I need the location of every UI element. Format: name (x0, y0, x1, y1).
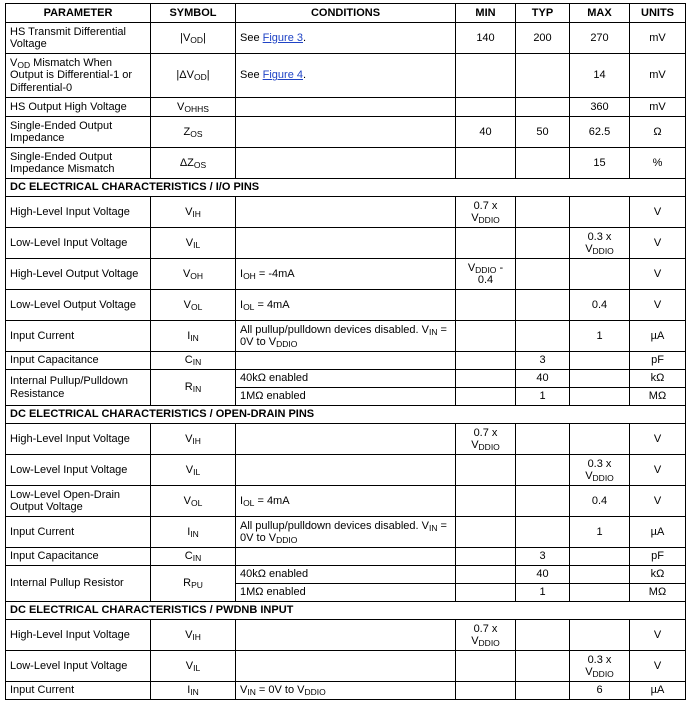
max-text: 0.3 x (587, 457, 612, 470)
max-cell (570, 228, 630, 259)
table-row (6, 321, 686, 352)
section-row (6, 406, 686, 424)
symbol-text: V (183, 298, 191, 311)
max-cell (570, 259, 630, 290)
cond-text: = -4mA (255, 267, 295, 280)
units-cell: V (630, 455, 686, 486)
units-cell: V (630, 486, 686, 517)
typ-cell (516, 517, 570, 548)
cond-text: I (240, 298, 244, 311)
symbol-text: | (203, 31, 206, 44)
table-row (6, 486, 686, 517)
symbol-cell (151, 517, 236, 548)
min-cell (456, 486, 516, 517)
symbol-text: ΔZ (179, 156, 194, 169)
max-cell: 1 (570, 321, 630, 352)
symbol-text: R (184, 381, 193, 394)
cond-text: = 0V to V (255, 684, 305, 697)
param-cell: Input Capacitance (6, 548, 151, 566)
min-cell (456, 148, 516, 179)
typ-cell (516, 424, 570, 455)
min-sub: DDIO (478, 442, 500, 452)
min-sub: DDIO (478, 638, 500, 648)
table-row (6, 54, 686, 98)
typ-cell: 40 (516, 370, 570, 388)
typ-cell (516, 259, 570, 290)
symbol-sub: OD (193, 72, 207, 83)
conditions-cell (236, 228, 456, 259)
param-cell: Input Current (6, 321, 151, 352)
max-cell (570, 455, 630, 486)
cond-text: = 4mA (254, 298, 290, 311)
min-text: 0.7 x (473, 622, 498, 635)
symbol-sub: OL (191, 301, 203, 312)
min-sub: DDIO (475, 264, 497, 275)
symbol-text: C (184, 354, 193, 367)
typ-cell (516, 197, 570, 228)
units-cell: kΩ (630, 370, 686, 388)
typ-cell: 50 (516, 117, 570, 148)
max-cell: 14 (570, 54, 630, 98)
min-text: 0.7 x (473, 426, 498, 439)
symbol-cell (151, 548, 236, 566)
symbol-sub: IL (193, 466, 201, 477)
symbol-cell (151, 259, 236, 290)
param-cell: High-Level Input Voltage (6, 197, 151, 228)
symbol-sub: IL (193, 662, 201, 673)
symbol-sub: IN (192, 553, 202, 564)
min-text: V (471, 439, 479, 451)
symbol-sub: OL (191, 497, 203, 508)
symbol-sub: IN (190, 687, 199, 698)
param-cell: Internal Pullup Resistor (6, 566, 151, 602)
max-text: 0.3 x (587, 230, 612, 243)
symbol-cell (151, 424, 236, 455)
conditions-cell (236, 98, 456, 117)
symbol-text: V (185, 432, 193, 445)
table-row (6, 548, 686, 566)
units-cell: V (630, 228, 686, 259)
conditions-cell (236, 259, 456, 290)
conditions-cell (236, 517, 456, 548)
param-cell: HS Output High Voltage (6, 98, 151, 117)
max-cell: 0.4 (570, 290, 630, 321)
conditions-cell: 1MΩ enabled (236, 388, 456, 406)
typ-cell: 1 (516, 388, 570, 406)
units-cell: pF (630, 352, 686, 370)
cond-sub: OL (243, 301, 255, 312)
symbol-text: I (187, 525, 191, 538)
max-sub: DDIO (592, 246, 614, 256)
param-cell: Input Current (6, 517, 151, 548)
conditions-cell (236, 455, 456, 486)
symbol-cell (151, 682, 236, 700)
max-text: 0.3 x (587, 653, 612, 666)
symbol-sub: IL (193, 239, 201, 250)
min-cell: 140 (456, 23, 516, 54)
table-row (6, 228, 686, 259)
min-cell (456, 98, 516, 117)
table-row (6, 117, 686, 148)
min-cell (456, 321, 516, 352)
units-cell: V (630, 651, 686, 682)
symbol-cell (151, 117, 236, 148)
cond-text: I (240, 494, 244, 507)
symbol-cell (151, 197, 236, 228)
cond-text: All pullup/pulldown devices disabled. V (240, 323, 429, 336)
symbol-cell (151, 321, 236, 352)
min-cell (456, 290, 516, 321)
typ-cell: 3 (516, 548, 570, 566)
units-cell: mV (630, 54, 686, 98)
cond-text: I (240, 267, 244, 280)
table-row (6, 290, 686, 321)
min-cell (456, 517, 516, 548)
min-cell (456, 370, 516, 388)
units-cell: % (630, 148, 686, 179)
cond-sub: IN (428, 326, 438, 337)
cond-sub: DDIO (276, 339, 298, 349)
min-text: 0.7 x (473, 199, 498, 212)
max-cell: 360 (570, 98, 630, 117)
table-row (6, 566, 686, 584)
min-cell (456, 54, 516, 98)
param-cell: Input Capacitance (6, 352, 151, 370)
symbol-text: I (187, 684, 191, 697)
max-cell: 62.5 (570, 117, 630, 148)
electrical-characteristics-table (5, 3, 686, 700)
symbol-cell (151, 290, 236, 321)
conditions-cell (236, 197, 456, 228)
max-cell (570, 620, 630, 651)
param-text: V (10, 56, 18, 69)
symbol-cell (151, 352, 236, 370)
min-text: V (471, 212, 479, 224)
table-row (6, 517, 686, 548)
symbol-cell (151, 54, 236, 98)
units-cell: MΩ (630, 584, 686, 602)
min-cell (456, 584, 516, 602)
param-cell: High-Level Input Voltage (6, 620, 151, 651)
cond-sub: IN (428, 522, 438, 533)
param-cell: Input Current (6, 682, 151, 700)
max-text: V (585, 666, 593, 678)
table-row (6, 455, 686, 486)
typ-cell (516, 148, 570, 179)
typ-cell (516, 455, 570, 486)
symbol-sub: OH (190, 270, 204, 281)
min-cell (456, 651, 516, 682)
conditions-cell (236, 117, 456, 148)
min-cell (456, 352, 516, 370)
units-cell: V (630, 259, 686, 290)
header-min: MIN (456, 4, 516, 23)
max-text: V (585, 470, 593, 482)
units-cell: V (630, 620, 686, 651)
min-sub: DDIO (478, 215, 500, 225)
symbol-text: C (184, 550, 193, 563)
param-sub: OD (17, 59, 31, 70)
param-cell: HS Transmit Differential Voltage (6, 23, 151, 54)
typ-cell (516, 228, 570, 259)
units-cell: µA (630, 321, 686, 352)
conditions-cell: 40kΩ enabled (236, 566, 456, 584)
table-row (6, 682, 686, 700)
max-cell (570, 584, 630, 602)
max-cell (570, 651, 630, 682)
table-row (6, 370, 686, 388)
units-cell: pF (630, 548, 686, 566)
param-text: Mismatch When Output is Differential-1 or Differential-0 (10, 56, 133, 94)
units-cell: kΩ (630, 566, 686, 584)
symbol-cell (151, 370, 236, 406)
section-title-pwdnb: DC ELECTRICAL CHARACTERISTICS / PWDNB INPUT (6, 602, 686, 620)
table-row (6, 259, 686, 290)
symbol-text: |ΔV (176, 69, 194, 82)
symbol-text: | (206, 69, 210, 82)
symbol-text: V (183, 494, 191, 507)
max-cell (570, 352, 630, 370)
min-text: V (467, 261, 476, 274)
table-row (6, 651, 686, 682)
typ-cell: 200 (516, 23, 570, 54)
min-cell (456, 620, 516, 651)
min-cell (456, 197, 516, 228)
section-row (6, 602, 686, 620)
symbol-sub: OHHS (184, 103, 209, 114)
min-cell (456, 424, 516, 455)
typ-cell (516, 290, 570, 321)
typ-cell (516, 321, 570, 352)
section-title-open-drain: DC ELECTRICAL CHARACTERISTICS / OPEN-DRAIN PINS (6, 406, 686, 424)
param-cell: Single-Ended Output Impedance Mismatch (6, 148, 151, 179)
conditions-cell (236, 23, 456, 54)
units-cell: V (630, 197, 686, 228)
header-conditions: CONDITIONS (236, 4, 456, 23)
symbol-sub: IH (192, 631, 201, 642)
min-cell (456, 566, 516, 584)
units-cell: MΩ (630, 388, 686, 406)
cond-sub: DDIO (276, 535, 298, 545)
typ-cell (516, 98, 570, 117)
cond-text: . (303, 31, 307, 44)
section-row (6, 179, 686, 197)
symbol-text: V (177, 100, 185, 113)
conditions-cell (236, 321, 456, 352)
typ-cell (516, 651, 570, 682)
typ-cell: 1 (516, 584, 570, 602)
units-cell: Ω (630, 117, 686, 148)
conditions-cell (236, 548, 456, 566)
max-cell: 1 (570, 517, 630, 548)
symbol-sub: IN (190, 528, 199, 539)
max-text: V (585, 243, 593, 255)
header-parameter: PARAMETER (6, 4, 151, 23)
symbol-text: |V (180, 31, 191, 44)
symbol-text: V (185, 205, 193, 218)
conditions-cell (236, 620, 456, 651)
min-text: - (496, 261, 504, 274)
units-cell: µA (630, 682, 686, 700)
table-row (6, 148, 686, 179)
section-title-io-pins: DC ELECTRICAL CHARACTERISTICS / I/O PINS (6, 179, 686, 197)
max-cell (570, 388, 630, 406)
param-cell: High-Level Input Voltage (6, 424, 151, 455)
units-cell: µA (630, 517, 686, 548)
param-cell: Low-Level Input Voltage (6, 651, 151, 682)
header-symbol: SYMBOL (151, 4, 236, 23)
conditions-cell (236, 424, 456, 455)
typ-cell (516, 620, 570, 651)
units-cell: mV (630, 23, 686, 54)
param-cell: Single-Ended Output Impedance (6, 117, 151, 148)
max-sub: DDIO (592, 473, 614, 483)
cond-text: See (240, 69, 263, 82)
max-sub: DDIO (592, 669, 614, 679)
min-cell (456, 455, 516, 486)
min-cell (456, 548, 516, 566)
cond-sub: OL (243, 497, 255, 508)
symbol-text: V (185, 236, 194, 249)
table-row (6, 352, 686, 370)
header-max: MAX (570, 4, 630, 23)
table-header-row (6, 4, 686, 23)
cond-sub: OH (243, 270, 256, 281)
conditions-cell: 40kΩ enabled (236, 370, 456, 388)
symbol-cell (151, 566, 236, 602)
table-row (6, 197, 686, 228)
min-cell (456, 682, 516, 700)
symbol-cell (151, 228, 236, 259)
cond-text: = 0V to V (240, 519, 447, 544)
conditions-cell (236, 651, 456, 682)
typ-cell (516, 682, 570, 700)
param-cell: Low-Level Input Voltage (6, 455, 151, 486)
param-cell: Internal Pullup/Pulldown Resistance (6, 370, 151, 406)
cond-text: = 0V to V (240, 323, 447, 348)
max-cell: 15 (570, 148, 630, 179)
conditions-cell (236, 682, 456, 700)
min-text: V (471, 635, 479, 647)
max-cell (570, 197, 630, 228)
symbol-text: R (183, 577, 192, 590)
cond-text: All pullup/pulldown devices disabled. V (240, 519, 429, 532)
symbol-sub: IH (192, 435, 201, 446)
min-cell: 40 (456, 117, 516, 148)
max-cell: 6 (570, 682, 630, 700)
symbol-sub: IH (192, 208, 201, 219)
typ-cell: 40 (516, 566, 570, 584)
conditions-cell (236, 290, 456, 321)
symbol-cell (151, 651, 236, 682)
typ-cell (516, 486, 570, 517)
cond-sub: DDIO (304, 687, 326, 698)
conditions-cell (236, 148, 456, 179)
symbol-text: Z (183, 125, 191, 138)
table-row (6, 23, 686, 54)
cond-text: = 4mA (254, 494, 290, 507)
min-cell (456, 388, 516, 406)
max-cell (570, 566, 630, 584)
symbol-sub: IN (192, 357, 202, 368)
param-cell: Low-Level Output Voltage (6, 290, 151, 321)
param-cell: Low-Level Input Voltage (6, 228, 151, 259)
symbol-cell (151, 455, 236, 486)
units-cell: mV (630, 98, 686, 117)
table-row (6, 98, 686, 117)
cond-text: See (240, 31, 263, 44)
symbol-cell (151, 148, 236, 179)
symbol-sub: IN (192, 384, 202, 395)
symbol-sub: PU (191, 580, 203, 591)
max-cell (570, 370, 630, 388)
max-cell: 270 (570, 23, 630, 54)
symbol-text: V (182, 267, 191, 280)
symbol-cell (151, 620, 236, 651)
symbol-text: V (185, 463, 194, 476)
symbol-sub: OD (190, 34, 204, 45)
max-cell (570, 424, 630, 455)
max-cell (570, 548, 630, 566)
cond-text: . (303, 69, 307, 82)
max-cell: 0.4 (570, 486, 630, 517)
conditions-cell (236, 54, 456, 98)
units-cell: V (630, 424, 686, 455)
table-row (6, 424, 686, 455)
conditions-cell (236, 486, 456, 517)
symbol-text: I (187, 329, 191, 342)
param-cell: Low-Level Open-Drain Output Voltage (6, 486, 151, 517)
symbol-cell (151, 486, 236, 517)
figure-4-link[interactable]: Figure 4 (262, 69, 303, 82)
units-cell: V (630, 290, 686, 321)
symbol-text: V (185, 659, 194, 672)
symbol-text: V (185, 628, 193, 641)
conditions-cell: 1MΩ enabled (236, 584, 456, 602)
min-cell (456, 259, 516, 290)
table-row (6, 620, 686, 651)
cond-sub: IN (247, 687, 256, 698)
min-text: 0.4 (477, 274, 494, 286)
typ-cell (516, 54, 570, 98)
symbol-cell (151, 98, 236, 117)
symbol-sub: OS (190, 128, 203, 139)
symbol-sub: OS (193, 159, 207, 170)
header-typ: TYP (516, 4, 570, 23)
symbol-cell (151, 23, 236, 54)
cond-text: V (240, 684, 248, 697)
symbol-sub: IN (190, 332, 199, 343)
conditions-cell (236, 352, 456, 370)
header-units: UNITS (630, 4, 686, 23)
min-cell (456, 228, 516, 259)
param-cell: High-Level Output Voltage (6, 259, 151, 290)
typ-cell: 3 (516, 352, 570, 370)
figure-3-link[interactable]: Figure 3 (262, 31, 303, 44)
param-cell (6, 54, 151, 98)
